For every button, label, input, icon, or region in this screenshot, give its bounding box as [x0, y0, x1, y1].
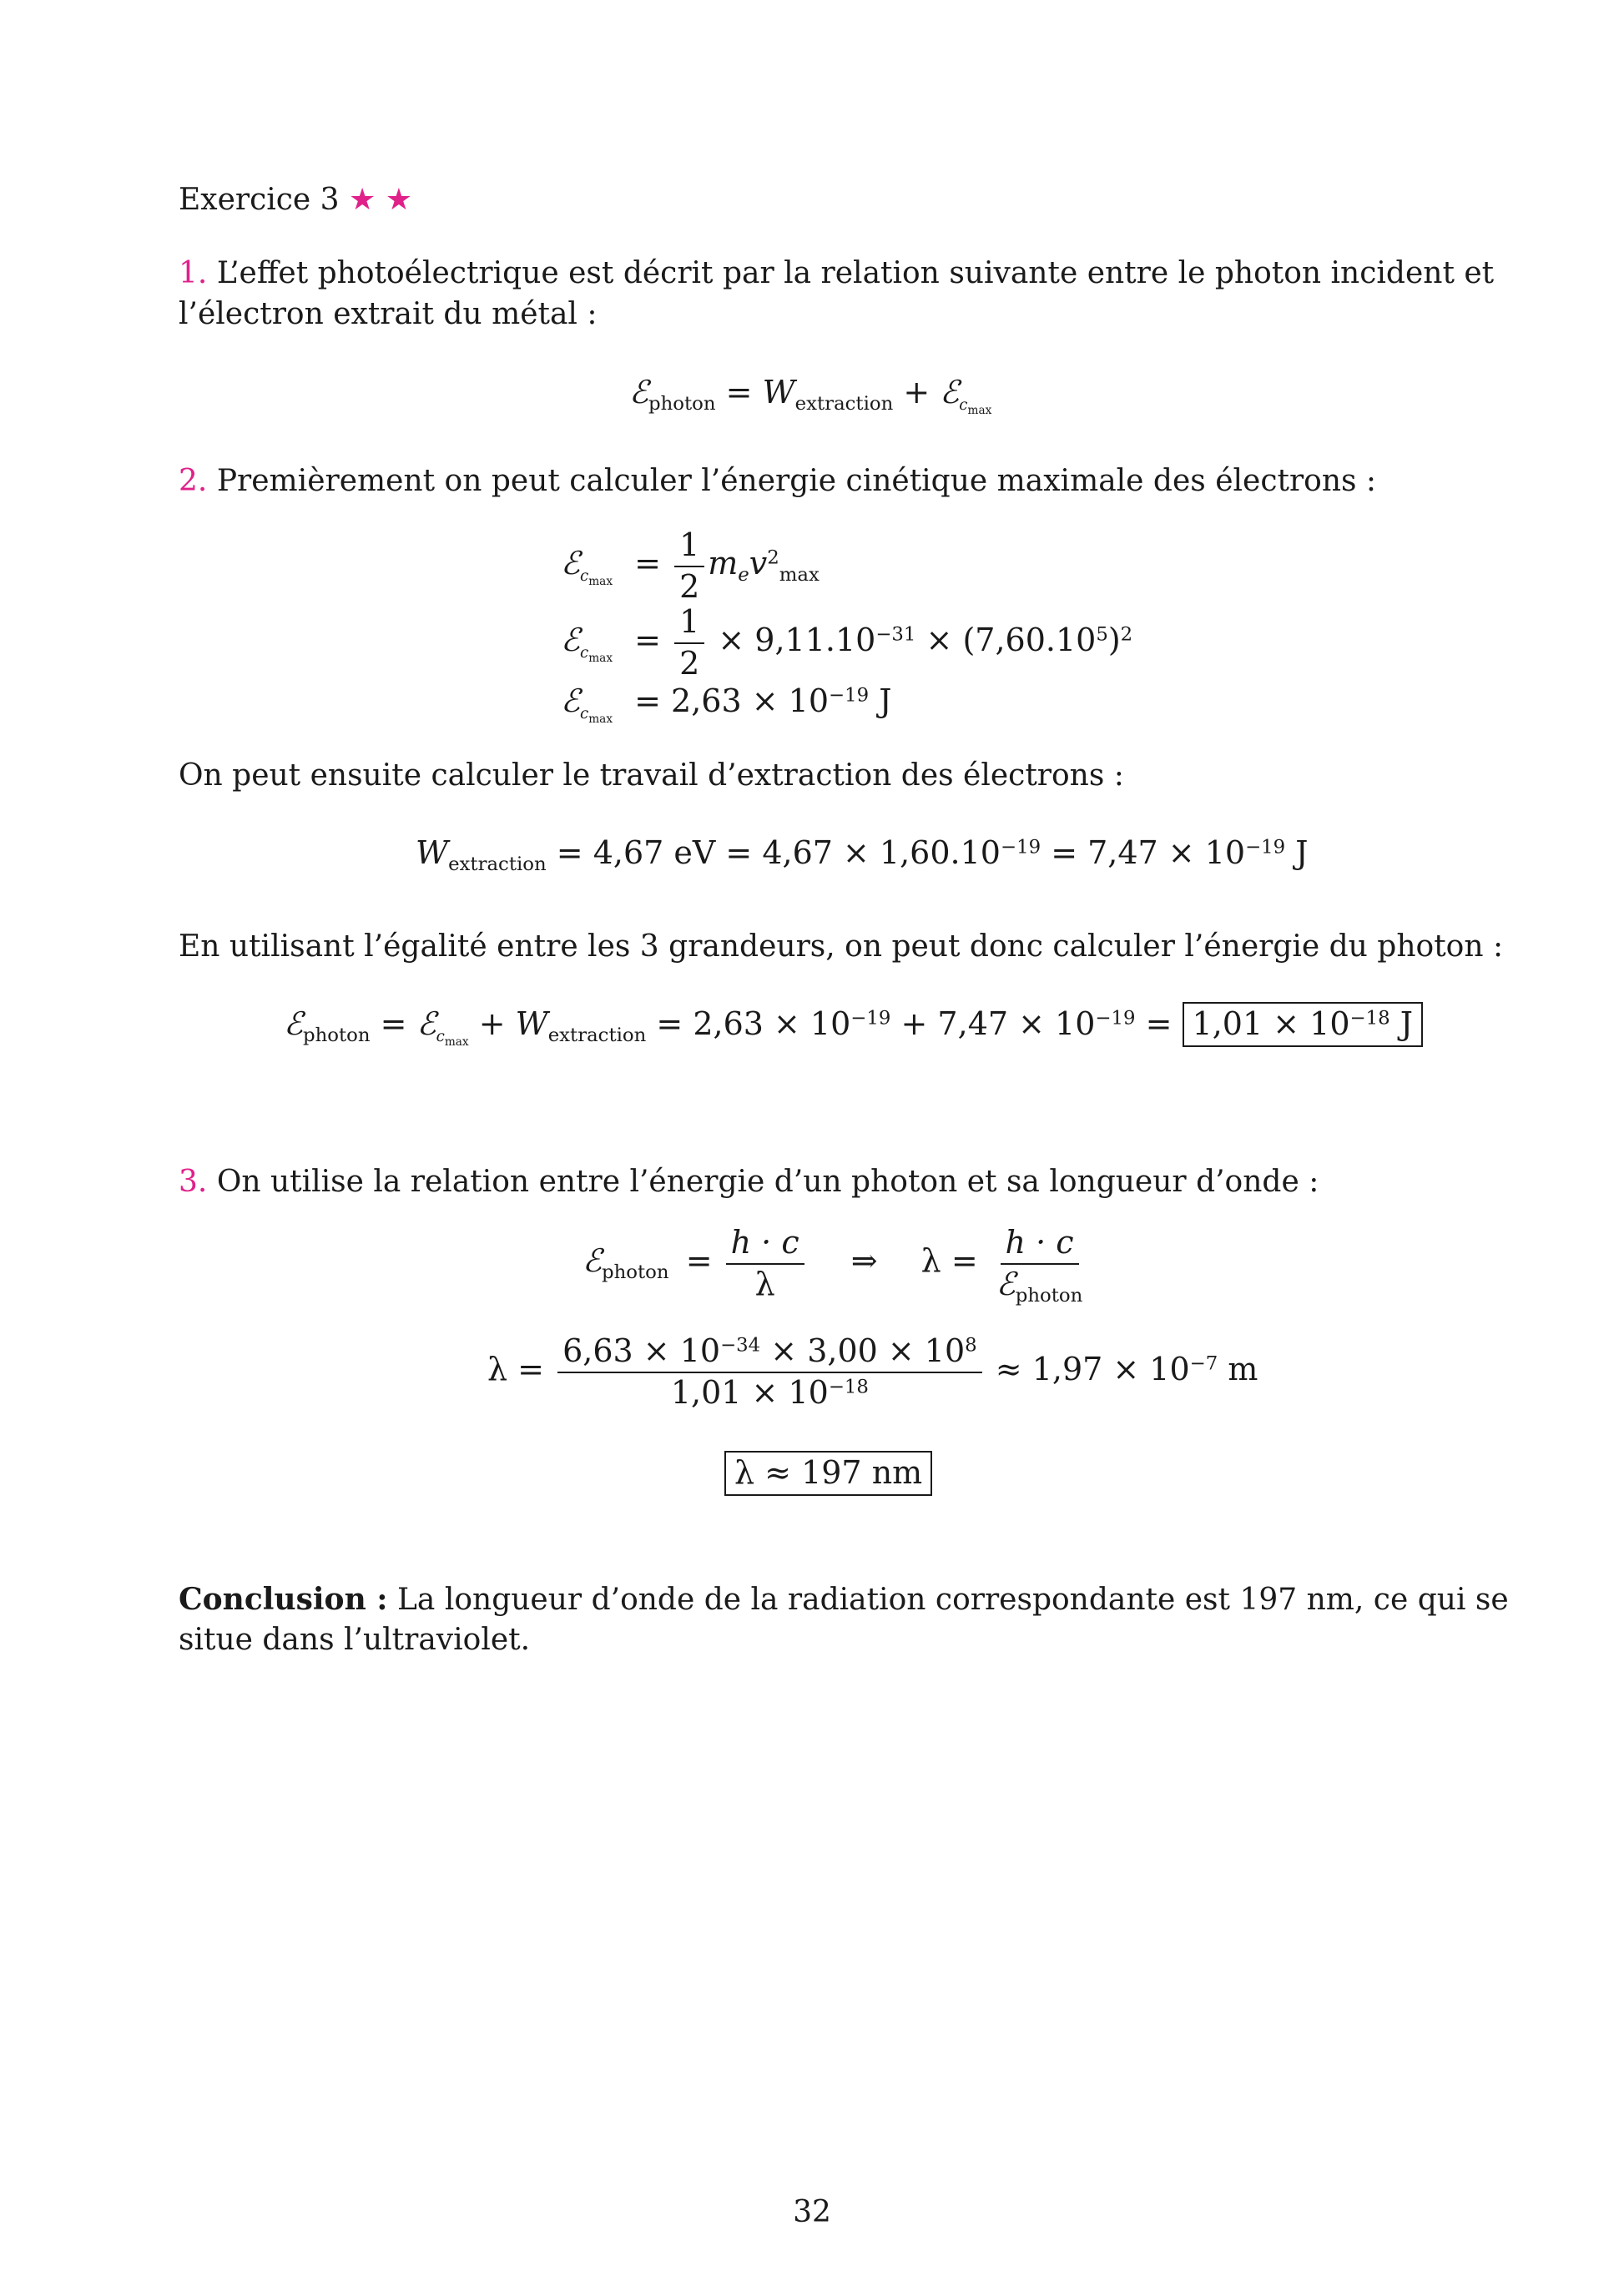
- q2-number: 2.: [179, 464, 208, 498]
- q1-equation: ℰ$_{photon}$ = $W_{extraction}$ + ℰ$_{c_{max}}$: [629, 374, 992, 417]
- ec-line-2: ℰ$_{c_{max}}$ = $\frac{1}{2}$ × $9,11.10^{-31} \times (7,60.10^5)^2$: [561, 603, 1133, 682]
- q3-line: [179, 1162, 1319, 1202]
- extraction-equation: $W_{extraction} = 4,67$ eV = $4,67 \times 1,60.10^{-19} = 7,47 \times 10^{-19}$ J: [416, 834, 1309, 875]
- photon-energy-equation: ℰ$_{photon}$ = ℰ$_{c_{max}}$ + $W_{extraction} = 2,63 \times 10^{-19} + 7,47 \times 10^{-19} = 1,01 \times 10^{-18}$ J: [284, 1005, 1423, 1042]
- conclusion-text-line2: situe dans l’ultraviolet.: [179, 1623, 531, 1657]
- wavelength-result: λ ≈ 197 nm: [724, 1454, 932, 1491]
- photon-wavelength-relation: ℰ$_{photon}$ = $\frac{h \cdot c}{\lambda}$ ⇒ λ = $\frac{h \cdot c}{ℰ_{photon}}$: [583, 1224, 1083, 1307]
- exercise-heading: [179, 180, 412, 220]
- eq-sub-photon: photon: [648, 392, 716, 415]
- ec-line-1: ℰ$_{c_{max}}$ = $\frac{1}{2}$ $m_ev^2_{max}$: [561, 526, 820, 605]
- conclusion-label: Conclusion :: [179, 1582, 388, 1617]
- q1-number: 1.: [179, 256, 208, 290]
- ec-line-3: ℰ$_{c_{max}}$ = $2,63 \times 10^{-19}$ J: [561, 682, 892, 726]
- q2-text: Premièrement on peut calculer l’énergie cinétique maximale des électrons :: [216, 464, 1377, 498]
- eq-sub-max: max: [967, 403, 992, 417]
- half-fraction: $\frac{1}{2}$: [674, 527, 704, 605]
- q3-text: On utilise la relation entre l’énergie d’un photon et sa longueur d’onde :: [216, 1165, 1319, 1199]
- equality-intro: En utilisant l’égalité entre les 3 grandeurs, on peut donc calculer l’énergie du photon :: [179, 929, 1504, 964]
- extraction-intro: On peut ensuite calculer le travail d’extraction des électrons :: [179, 758, 1124, 793]
- eq-sub-extraction: extraction: [794, 392, 894, 415]
- exercise-label: Exercice 3: [179, 183, 340, 217]
- q1-line1: [179, 254, 1494, 294]
- q2-line: [179, 461, 1376, 501]
- conclusion-text-line1: La longueur d’onde de la radiation correspondante est 197 nm, ce qui se: [397, 1583, 1509, 1617]
- page-number: 32: [793, 2195, 831, 2229]
- q1-line2: l’électron extrait du métal :: [179, 297, 598, 331]
- photon-energy-result: $1,01 \times 10^{-18}$ J: [1183, 1002, 1423, 1047]
- q3-number: 3.: [179, 1165, 208, 1199]
- wavelength-calculation: λ = $\frac{6,63 \times 10^{-34} \times 3,00 \times 10^8}{1,01 \times 10^{-18}}$ ≈ $1,97 \times 10^{-7}$ m: [487, 1332, 1258, 1411]
- q1-text-line1: L’effet photoélectrique est décrit par la relation suivante entre le photon incident et: [216, 256, 1495, 290]
- conclusion-line1: [179, 1579, 1509, 1620]
- difficulty-stars-icon: ★ ★: [349, 183, 413, 217]
